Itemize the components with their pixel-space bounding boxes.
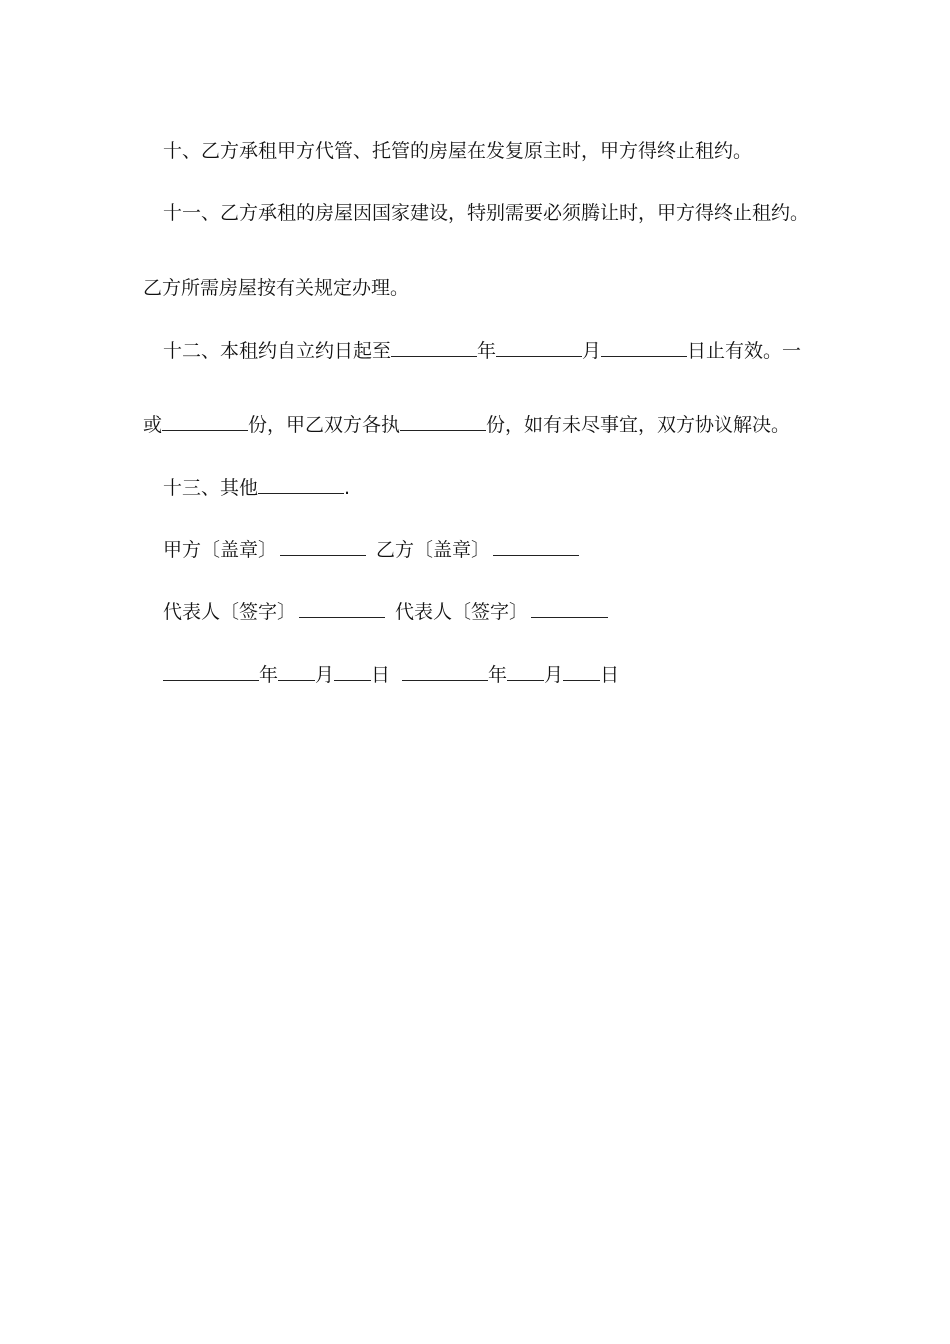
party-b-month-label: 月 bbox=[544, 664, 564, 686]
copies-label: 份，甲乙双方各执 bbox=[248, 414, 401, 436]
party-a-month-blank[interactable] bbox=[278, 663, 315, 681]
party-b-year-label: 年 bbox=[488, 664, 508, 686]
party-b-day-label: 日 bbox=[600, 664, 620, 686]
clause-12 bbox=[163, 338, 801, 364]
party-a-month-label: 月 bbox=[315, 664, 335, 686]
clause-12-suffix: 日止有效。一 bbox=[687, 340, 802, 362]
clause-10: 十、乙方承租甲方代管、托管的房屋在发复原主时，甲方得终止租约。 bbox=[163, 140, 753, 162]
party-a-seal-blank[interactable] bbox=[280, 538, 366, 556]
rep-a-signature-blank[interactable] bbox=[299, 600, 385, 618]
party-a-year-label: 年 bbox=[259, 664, 279, 686]
date-row bbox=[163, 662, 619, 688]
rep-b-label: 代表人〔签字〕 bbox=[395, 601, 529, 623]
clause-12-cont-suffix: 份，如有未尽事宜，双方协议解决。 bbox=[486, 414, 791, 436]
total-copies-blank[interactable] bbox=[162, 413, 248, 431]
clause-11-continuation: 乙方所需房屋按有关规定办理。 bbox=[143, 277, 410, 299]
rep-a-label: 代表人〔签字〕 bbox=[163, 601, 297, 623]
end-month-blank[interactable] bbox=[496, 339, 582, 357]
representative-row bbox=[163, 599, 608, 625]
party-b-seal-label: 乙方〔盖章〕 bbox=[376, 539, 491, 561]
party-b-day-blank[interactable] bbox=[563, 663, 600, 681]
party-b-year-blank[interactable] bbox=[402, 663, 488, 681]
clause-11: 十一、乙方承租的房屋因国家建设，特别需要必须腾让时，甲方得终止租约。 bbox=[163, 202, 810, 224]
end-year-blank[interactable] bbox=[391, 339, 477, 357]
clause-13-prefix: 十三、其他 bbox=[163, 477, 259, 499]
seal-row bbox=[163, 537, 579, 563]
year-label: 年 bbox=[477, 340, 497, 362]
clause-13-suffix: . bbox=[344, 477, 351, 499]
clause-12-prefix: 十二、本租约自立约日起至 bbox=[163, 340, 392, 362]
other-terms-blank[interactable] bbox=[258, 476, 344, 494]
clause-12-continuation bbox=[143, 412, 790, 438]
party-a-year-blank[interactable] bbox=[163, 663, 259, 681]
party-b-month-blank[interactable] bbox=[507, 663, 544, 681]
party-a-day-label: 日 bbox=[371, 664, 391, 686]
each-copies-blank[interactable] bbox=[400, 413, 486, 431]
month-label: 月 bbox=[582, 340, 602, 362]
rep-b-signature-blank[interactable] bbox=[531, 600, 608, 618]
clause-12-cont-prefix: 或 bbox=[143, 414, 163, 436]
party-a-seal-label: 甲方〔盖章〕 bbox=[163, 539, 278, 561]
clause-13 bbox=[163, 475, 350, 501]
end-day-blank[interactable] bbox=[601, 339, 687, 357]
party-a-day-blank[interactable] bbox=[334, 663, 371, 681]
party-b-seal-blank[interactable] bbox=[493, 538, 579, 556]
